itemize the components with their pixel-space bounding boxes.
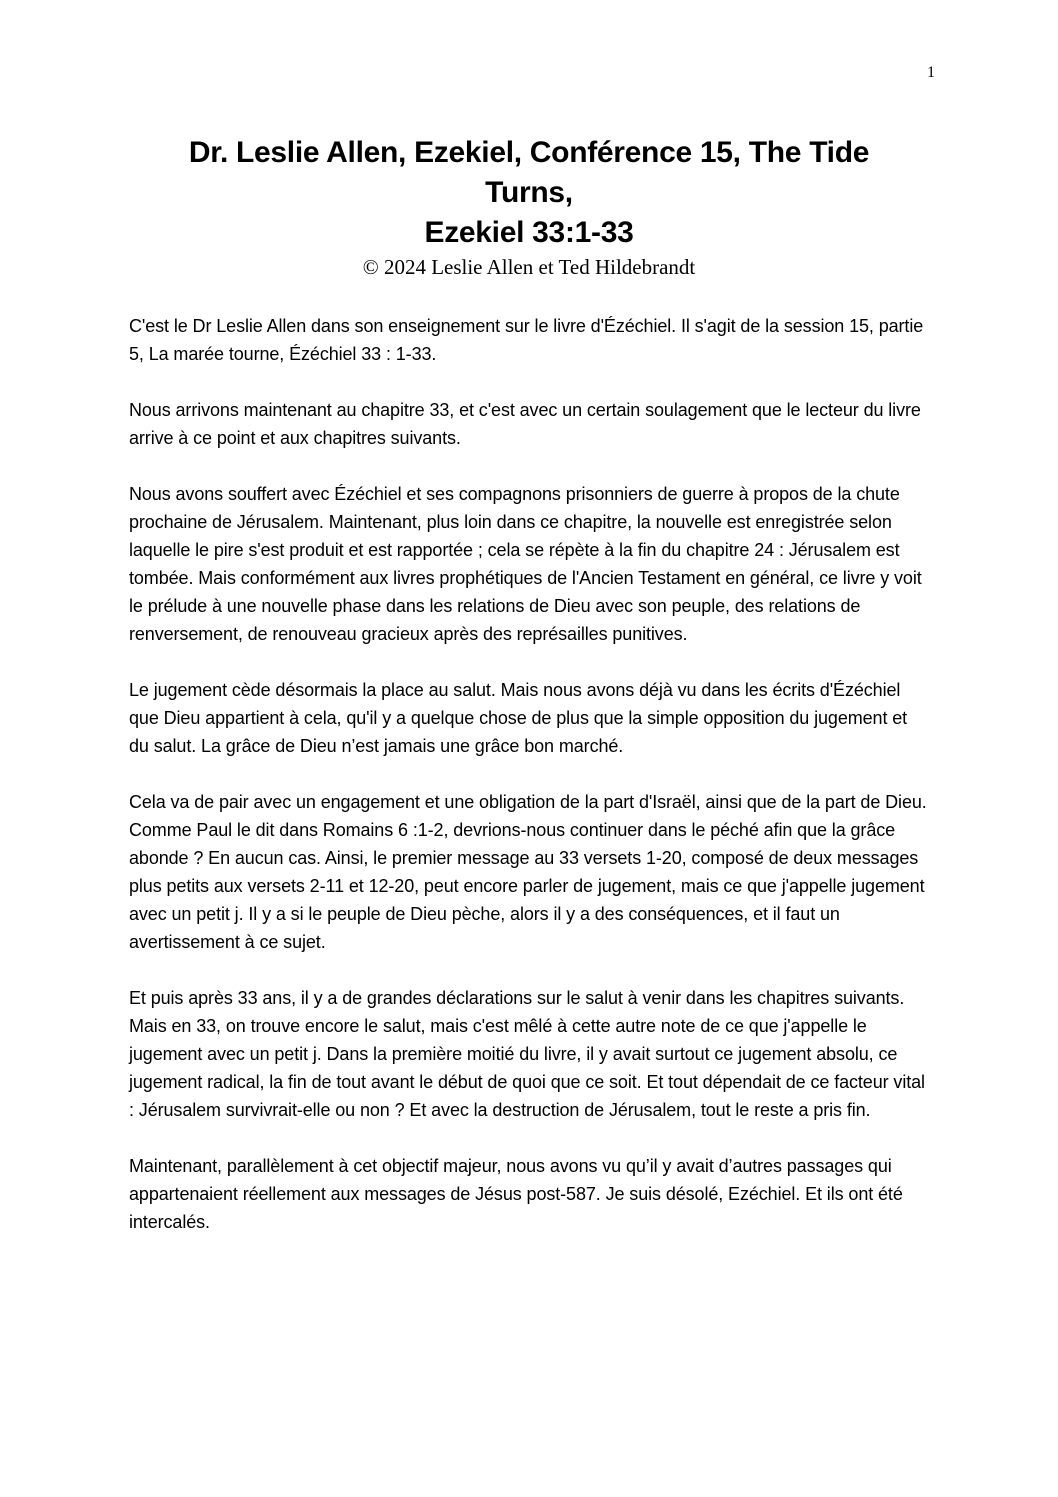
document-title: [150, 133, 908, 253]
paragraph-3: Nous avons souffert avec Ézéchiel et ses compagnons prisonniers de guerre à propos de la chute prochaine de Jérusalem. Maintenant, plus loin dans ce chapitre, la nouvelle est enregistrée selon laquelle le pire s'est produit et est rapportée ; cela se répète à la fin du chapitre 24 : Jérusalem est tombée. Mais conformément aux livres prophétiques de l'Ancien Testament en général, ce livre y voit le prélude à une nouvelle phase dans les relations de Dieu avec son peuple, des relations de renversement, de renouveau gracieux après des représailles punitives.: [129, 484, 922, 644]
title-line-1: Dr. Leslie Allen, Ezekiel, Conférence 15, The Tide: [188, 136, 870, 169]
page-number: 1: [927, 64, 935, 81]
paragraph-5: Cela va de pair avec un engagement et une obligation de la part d'Israël, ainsi que de la part de Dieu. Comme Paul le dit dans Romains 6 :1-2, devrions-nous continuer dans le péché afin que la grâce abonde ? En aucun cas. Ainsi, le premier message au 33 versets 1-20, composé de deux messages plus petits aux versets 2-11 et 12-20, peut encore parler de jugement, mais ce que j'appelle jugement avec un petit j. Il y a si le peuple de Dieu pèche, alors il y a des conséquences, et il faut un avertissement à ce sujet.: [129, 792, 927, 952]
copyright-notice: © 2024 Leslie Allen et Ted Hildebrandt: [362, 255, 696, 279]
paragraph-7: Maintenant, parallèlement à cet objectif majeur, nous avons vu qu’il y avait d’autres passages qui appartenaient réellement aux messages de Jésus post-587. Je suis désolé, Ezéchiel. Et ils ont été intercalés.: [129, 1156, 903, 1232]
title-block: [150, 133, 908, 281]
paragraph-2: Nous arrivons maintenant au chapitre 33, et c'est avec un certain soulagement que le lecteur du livre arrive à ce point et aux chapitres suivants.: [129, 400, 921, 448]
title-line-3: Ezekiel 33:1-33: [424, 216, 634, 249]
paragraph-4: Le jugement cède désormais la place au salut. Mais nous avons déjà vu dans les écrits d'Ézéchiel que Dieu appartient à cela, qu'il y a quelque chose de plus que la simple opposition du jugement et du salut. La grâce de Dieu n’est jamais une grâce bon marché.: [129, 680, 908, 756]
paragraph-6: Et puis après 33 ans, il y a de grandes déclarations sur le salut à venir dans les chapitres suivants. Mais en 33, on trouve encore le salut, mais c'est mêlé à cette autre note de ce que j'appelle le jugement avec un petit j. Dans la première moitié du livre, il y avait surtout ce jugement absolu, ce jugement radical, la fin de tout avant le début de quoi que ce soit. Et tout dépendait de ce facteur vital : Jérusalem survivrait-elle ou non ? Et avec la destruction de Jérusalem, tout le reste a pris fin.: [129, 988, 925, 1120]
paragraph-1: C'est le Dr Leslie Allen dans son enseignement sur le livre d'Ézéchiel. Il s'agit de la session 15, partie 5, La marée tourne, Ézéchiel 33 : 1-33.: [129, 316, 924, 364]
document-body: [129, 312, 929, 1264]
title-line-2: Turns,: [485, 176, 573, 209]
